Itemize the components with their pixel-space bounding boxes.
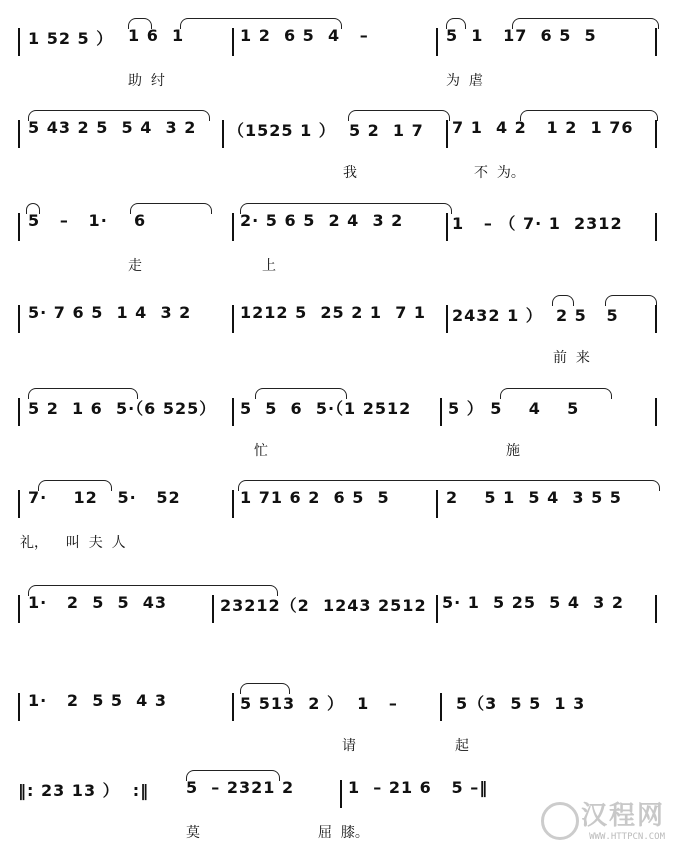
staff-row-1 [0, 18, 673, 113]
measure: 5 – 1· 6 [28, 211, 147, 230]
measure: 2 5 1 5 4 3 5 5 [446, 488, 622, 507]
lyric: 我 [343, 165, 357, 181]
barline [18, 28, 20, 56]
barline [18, 595, 20, 623]
measure: 1 6 1 [128, 26, 185, 45]
measure: 7· 12 5· 52 [28, 488, 181, 507]
measure: 23212（2 1243 2512 [220, 596, 427, 615]
staff-row-4 [0, 295, 673, 390]
slur [446, 18, 466, 29]
measure: 5 5 6 5·（1 2512 [240, 399, 412, 418]
measure: 1· 2 5 5 4 3 [28, 691, 168, 710]
barline [446, 120, 448, 148]
measure: 2· 5 6 5 2 4 3 2 [240, 211, 404, 230]
barline [18, 693, 20, 721]
lyric: 请 [342, 738, 356, 754]
barline [232, 305, 234, 333]
measure: ‖: 23 13 ） :‖ [18, 781, 150, 800]
barline [232, 490, 234, 518]
measure: 1 71 6 2 6 5 5 [240, 488, 390, 507]
lyric: 起 [455, 738, 469, 754]
barline [655, 595, 657, 623]
slur [348, 110, 450, 121]
measure: 5（3 5 5 1 3 [456, 694, 586, 713]
staff-row-3 [0, 203, 673, 298]
slur [552, 295, 574, 306]
lyric: 助 纣 [128, 73, 165, 89]
barline [436, 28, 438, 56]
staff-row-7 [0, 585, 673, 680]
watermark-logo-icon [541, 802, 579, 840]
barline [436, 490, 438, 518]
slur [512, 18, 659, 29]
barline [655, 120, 657, 148]
barline [18, 305, 20, 333]
barline [232, 213, 234, 241]
measure: 1 – （ 7· 1 2312 [452, 214, 623, 233]
barline [440, 398, 442, 426]
lyric: 上 [262, 258, 276, 274]
lyric: 走 [128, 258, 142, 274]
barline [18, 213, 20, 241]
measure: 5· 7 6 5 1 4 3 2 [28, 303, 192, 322]
measure: 7 1 4 2 1 2 1 76 [452, 118, 634, 137]
barline [212, 595, 214, 623]
watermark-url: WWW.HTTPCN.COM [589, 832, 665, 842]
measure: 1· 2 5 5 43 [28, 593, 168, 612]
barline [18, 490, 20, 518]
measure: （1525 1 ） 5 2 1 7 [228, 121, 424, 140]
barline [655, 305, 657, 333]
barline [440, 693, 442, 721]
measure: 5 2 1 6 5·（6 525） [28, 399, 217, 418]
barline [222, 120, 224, 148]
barline [232, 28, 234, 56]
lyric: 为 虐 [446, 73, 483, 89]
barline [655, 213, 657, 241]
barline [340, 780, 342, 808]
lyric: 不 为。 [474, 165, 525, 181]
barline [18, 120, 20, 148]
watermark-title: 汉程网 [580, 801, 665, 831]
measure: 5 1 17 6 5 5 [446, 26, 597, 45]
measure: 5 – 2321 2 [186, 778, 295, 797]
staff-row-8 [0, 683, 673, 778]
lyric: 前 来 [553, 350, 590, 366]
barline [436, 595, 438, 623]
barline [655, 28, 657, 56]
slur [605, 295, 657, 306]
staff-row-5 [0, 388, 673, 483]
measure: 5 513 2 ） 1 – [240, 694, 398, 713]
slur [520, 110, 658, 121]
measure: 5· 1 5 25 5 4 3 2 [442, 593, 624, 612]
measure: 2432 1 ） 2 5 5 [452, 306, 619, 325]
barline [232, 398, 234, 426]
barline [18, 398, 20, 426]
barline [232, 693, 234, 721]
lyric: 施 [506, 443, 520, 459]
lyric: 屈 膝。 [318, 825, 369, 841]
lyric: 忙 [254, 443, 268, 459]
staff-row-6 [0, 480, 673, 575]
barline [655, 398, 657, 426]
measure: 1 2 6 5 4 – [240, 26, 369, 45]
staff-row-2 [0, 110, 673, 205]
measure: 1 – 21 6 5 –‖ [348, 778, 489, 797]
watermark [581, 795, 665, 842]
measure: 5 43 2 5 5 4 3 2 [28, 118, 197, 137]
lyric: 莫 [186, 825, 200, 841]
barline [446, 213, 448, 241]
barline [446, 305, 448, 333]
lyric: 礼， 叫 夫 人 [20, 535, 126, 551]
measure: 1212 5 25 2 1 7 1 [240, 303, 427, 322]
measure: 1 52 5 ） [28, 29, 114, 48]
measure: 5 ） 5 4 5 [448, 399, 580, 418]
